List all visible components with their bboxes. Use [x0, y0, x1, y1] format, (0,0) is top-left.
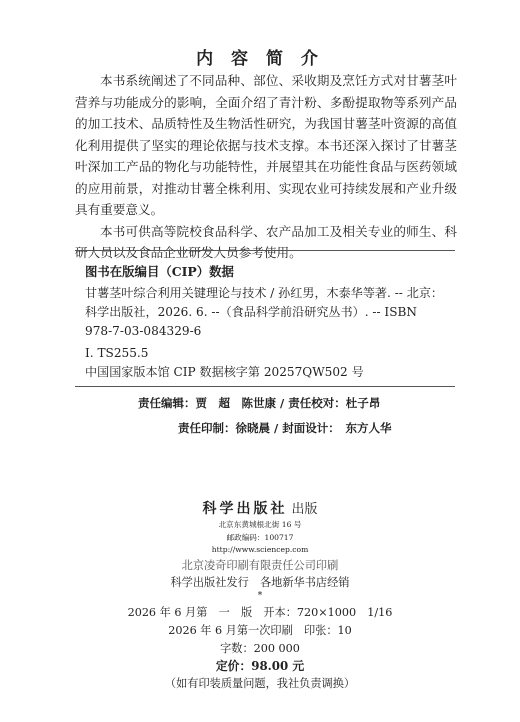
cip-line: Ⅰ. TS255.5 [85, 346, 149, 360]
page-title: 内 容 简 介 [196, 49, 324, 69]
production-credits: 责任印制：徐晓晨 / 封面设计： 东方人华 [178, 421, 392, 435]
publisher-line [0, 498, 520, 518]
top-divider [75, 250, 455, 251]
intro-paragraph: 本书可供高等院校食品科学、农产品加工及相关专业的师生、科研人员以及食品企业研发人员参考使用。 [75, 223, 457, 260]
word-count: 字数：200 000 [220, 642, 300, 655]
distribution-line: 科学出版社发行 各地新华书店经销 [170, 576, 350, 589]
intro-paragraph: 本书系统阐述了不同品种、部位、采收期及烹饪方式对甘薯茎叶营养与功能成分的影响，全面介绍了青汁粉、多酚提取物等系列产品的加工技术、品质特性及生物活性研究，为我国甘薯茎叶资源的高值化利用提供了坚实的理论依据与技术支撑。本书还深入探讨了甘薯茎叶深加工产品的物化与功能特性，并展望其在功能性食品与医药领域的应用前景，对推动甘薯全株利用、实现农业可持续发展和产业升级具有重要意义。 [75, 73, 457, 217]
intro-section [75, 70, 457, 264]
separator-star: * [257, 591, 263, 601]
cip-record [85, 284, 460, 382]
publisher-suffix: 出版 [291, 502, 318, 517]
price: 定价：98.00 元 [215, 659, 305, 673]
quality-notice: （如有印装质量问题，我社负责调换） [164, 677, 356, 690]
printing-line: 2026 年 6 月第一次印刷 印张：10 [168, 624, 352, 637]
cip-line: 中国国家版本馆 CIP 数据核字第 20257QW502 号 [85, 365, 364, 379]
publisher-address: 北京东黄城根北街 16 号 [218, 520, 302, 529]
printer-line: 北京凌奇印刷有限责任公司印刷 [181, 559, 339, 572]
editor-credits: 责任编辑：贾 超 陈世康 / 责任校对：杜子昂 [138, 396, 381, 410]
publisher-logotype: 科学出版社 [202, 501, 288, 517]
cip-heading: 图书在版编目（CIP）数据 [85, 264, 234, 279]
publisher-postcode: 邮政编码：100717 [226, 533, 294, 542]
cip-line: 甘薯茎叶综合利用关键理论与技术 / 孙红男，木泰华等著. -- 北京： [85, 286, 444, 300]
cip-line: 科学出版社，2026. 6. --（食品科学前沿研究丛书）. -- ISBN [85, 305, 417, 319]
cip-line: 978-7-03-084329-6 [85, 324, 202, 338]
publisher-website: http://www.sciencep.com [211, 545, 309, 554]
edition-line: 2026 年 6 月第 一 版 开本：720×1000 1/16 [127, 606, 393, 619]
middle-divider [75, 386, 455, 387]
